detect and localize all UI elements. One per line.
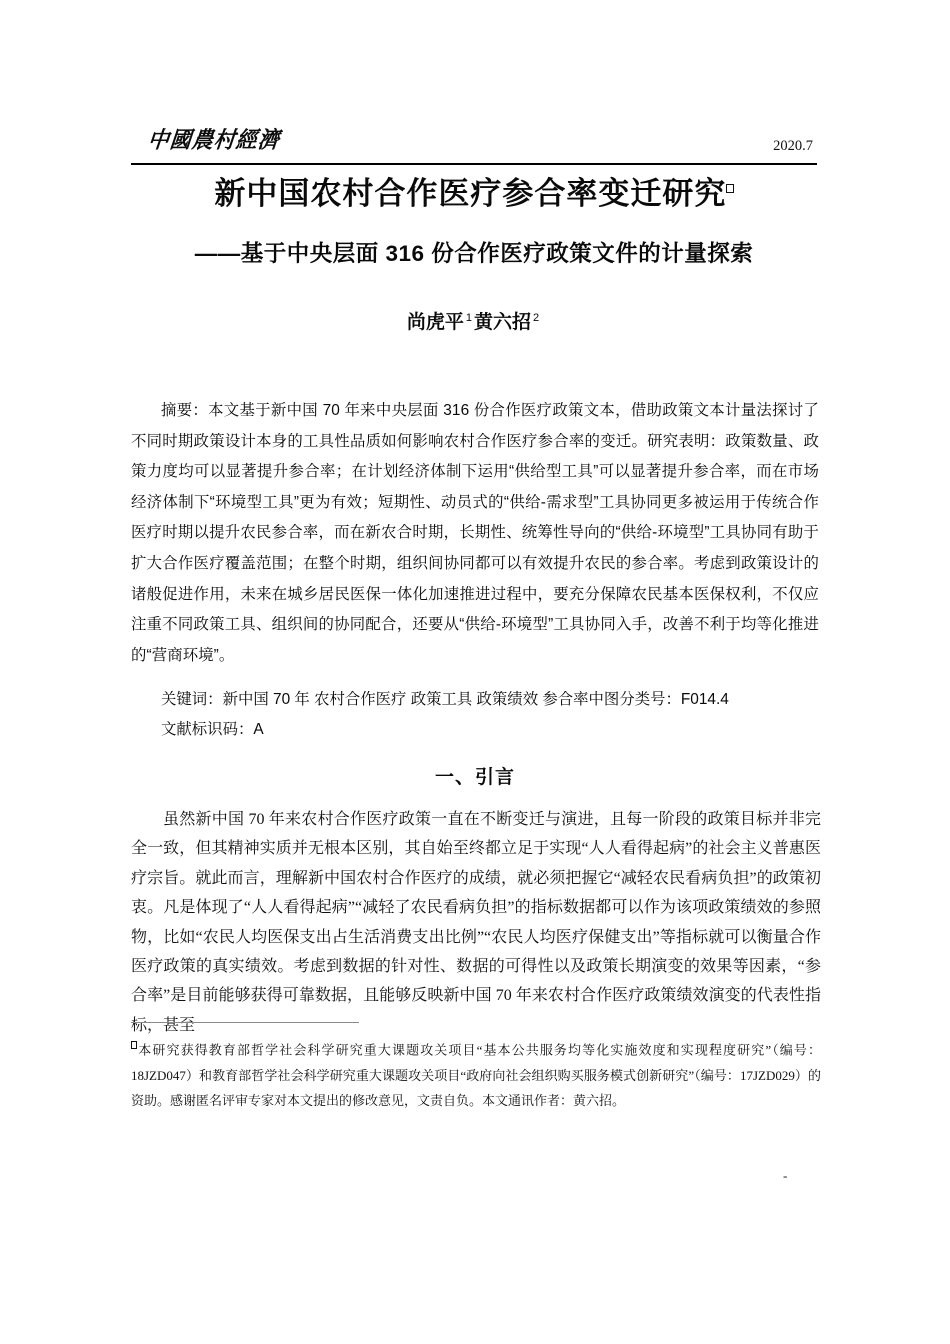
abstract-text: 摘要：本文基于新中国 70 年来中央层面 316 份合作医疗政策文本，借助政策文本计量法探讨了不同时期政策设计本身的工具性品质如何影响农村合作医疗参合率的变迁。研究表明：政策数量、政策力度均可以显著提升参合率；在计划经济体制下运用“供给型工具”可以显著提升参合率，而在市场经济体制下“环境型工具”更为有效；短期性、动员式的“供给-需求型”工具协同更多被运用于传统合作医疗时期以提升农民参合率，而在新农合时期，长期性、统筹性导向的“供给-环境型”工具协同有助于扩大合作医疗覆盖范围；在整个时期，组织间协同都可以有效提升农民的参合率。考虑到政策设计的诸般促进作用，未来在城乡居民医保一体化加速推进过程中，要充分保障农民基本医保权利，不仅应注重不同政策工具、组织间的协同配合，还要从“供给-环境型”工具协同入手，改善不利于均等化推进的“营商环境”。: [131, 402, 819, 664]
footnote-text: 本研究获得教育部哲学社会科学研究重大课题攻关项目“基本公共服务均等化实施效度和实现程度研究”（编号：18JZD047）和教育部哲学社会科学研究重大课题攻关项目“政府向社会组织购买服务模式创新研究”（编号：17JZD029）的资助。感谢匿名评审专家对本文提出的修改意见，文责自负。本文通讯作者：黄六招。: [131, 1042, 821, 1109]
header-divider: [131, 163, 817, 165]
body-paragraph-1: 虽然新中国 70 年来农村合作医疗政策一直在不断变迁与演进，且每一阶段的政策目标并非完全一致，但其精神实质并无根本区别，其自始至终都立足于实现“人人看得起病”的社会主义普惠医疗宗旨。就此而言，理解新中国农村合作医疗的成绩，就必须把握它“减轻农民看病负担”的政策初衷。凡是体现了“人人看得起病”“减轻了农民看病负担”的指标数据都可以作为该项政策绩效的参照物，比如“农民人均医保支出占生活消费支出比例”“农民人均医疗保健支出”等指标就可以衡量合作医疗政策的真实绩效。考虑到数据的针对性、数据的可得性以及政策长期演变的效果等因素，“参合率”是目前能够获得可靠数据，且能够反映新中国 70 年来农村合作医疗政策绩效演变的代表性指标，甚至: [131, 811, 821, 1034]
journal-masthead-logo: 中國農村經濟: [146, 127, 282, 154]
issue-date: 2020.7: [773, 138, 813, 154]
title-footnote-marker: [726, 181, 733, 196]
page-title-text: 新中国农村合作医疗参合率变迁研究: [214, 176, 727, 211]
author-affiliation-mark-1: 1: [465, 311, 472, 324]
keywords-line: 关键词：新中国 70 年 农村合作医疗 政策工具 政策绩效 参合率中图分类号：F014.4: [161, 691, 729, 708]
page-number-marker: -: [783, 1168, 788, 1183]
page-title: [131, 175, 817, 214]
author-name-2: 黄六招: [474, 312, 532, 333]
author-name-1: 尚虎平: [406, 312, 464, 333]
page-subtitle: ——基于中央层面 316 份合作医疗政策文件的计量探索: [194, 241, 754, 266]
footnote-block: [131, 1034, 821, 1114]
author-byline: [131, 307, 817, 334]
section-heading-introduction: 一、引言: [434, 767, 515, 788]
footnote-divider: [131, 1022, 359, 1023]
author-affiliation-mark-2: 2: [533, 311, 540, 324]
document-code-line: 文献标识码：A: [161, 721, 264, 738]
running-head: [131, 126, 817, 164]
